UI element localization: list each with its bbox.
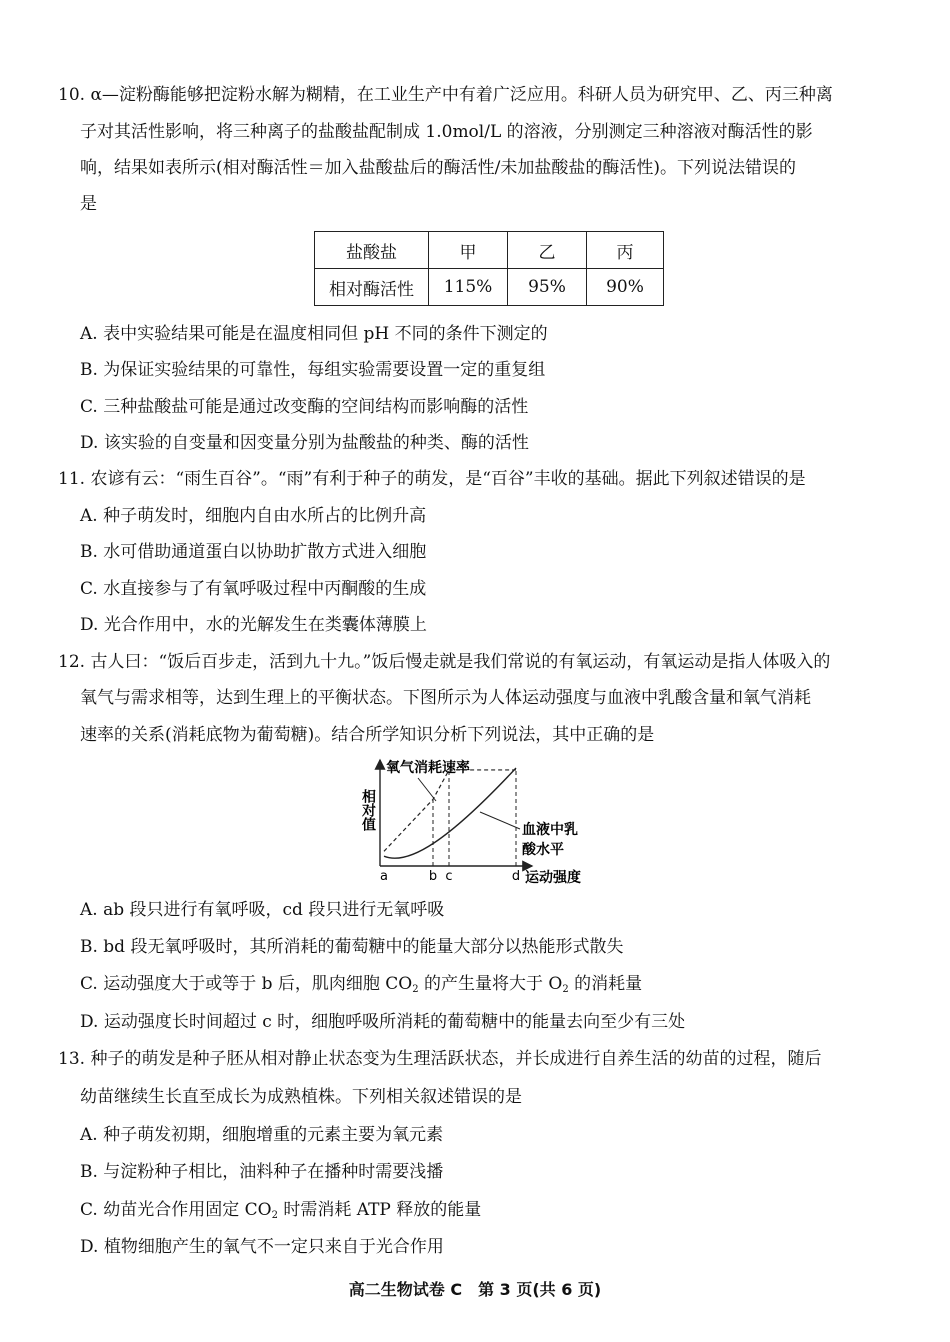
- x-tick-label-d: d: [511, 869, 521, 884]
- q11-option-d: D. 光合作用中，水的光解发生在类囊体薄膜上: [80, 615, 427, 635]
- q13-option-c: C. 幼苗光合作用固定 $CO_2$ 时需消耗 ATP 释放的能量: [80, 1200, 482, 1221]
- exercise-chart: [350, 756, 610, 888]
- oxygen-series-label: 氧气消耗速率: [386, 760, 470, 776]
- oxygen-label-pointer: [418, 778, 436, 801]
- q11-option-a: A. 种子萌发时，细胞内自由水所占的比例升高: [80, 506, 427, 526]
- enzyme-activity-table: [314, 231, 664, 306]
- q11-option-c: C. 水直接参与了有氧呼吸过程中丙酮酸的生成: [80, 579, 427, 599]
- table-cell: 相对酶活性: [315, 269, 429, 306]
- q10-option-d: D. 该实验的自变量和因变量分别为盐酸盐的种类、酶的活性: [80, 433, 529, 453]
- table-row: [315, 269, 664, 306]
- table-cell: 甲: [429, 232, 508, 269]
- x-tick-label-a: a: [380, 869, 388, 884]
- lactate-level-curve: [384, 768, 516, 858]
- lactate-series-label-line1: 血液中乳: [522, 822, 578, 838]
- q13-stem-line: 幼苗继续生长直至成长为成熟植株。下列相关叙述错误的是: [80, 1087, 522, 1107]
- q12-stem-line: 12. 古人曰：“饭后百步走，活到九十九。”饭后慢走就是我们常说的有氧运动，有氧运动是指人体吸入的: [58, 652, 831, 672]
- table-cell: 盐酸盐: [315, 232, 429, 269]
- q12-option-b: B. bd 段无氧呼吸时，其所消耗的葡萄糖中的能量大部分以热能形式散失: [80, 937, 624, 957]
- table-cell: 90%: [587, 269, 664, 306]
- q12-stem-line: 氧气与需求相等，达到生理上的平衡状态。下图所示为人体运动强度与血液中乳酸含量和氧气消耗: [80, 688, 811, 708]
- x-axis-label: 运动强度: [525, 870, 581, 886]
- lactate-series-label-line2: 酸水平: [522, 842, 564, 858]
- table-cell: 丙: [587, 232, 664, 269]
- table-cell: 115%: [429, 269, 508, 306]
- q13-option-d: D. 植物细胞产生的氧气不一定只来自于光合作用: [80, 1237, 444, 1257]
- q13-option-b: B. 与淀粉种子相比，油料种子在播种时需要浅播: [80, 1162, 444, 1182]
- table-cell: 95%: [508, 269, 587, 306]
- oxygen-consumption-line: [384, 770, 516, 851]
- q10-stem-line: 响，结果如表所示(相对酶活性＝加入盐酸盐后的酶活性/未加盐酸盐的酶活性)。下列说法错误的: [80, 158, 796, 178]
- q12-option-c: C. 运动强度大于或等于 b 后，肌肉细胞 $CO_2$ 的产生量将大于 $O_2$ 的消耗量: [80, 974, 643, 995]
- q10-option-b: B. 为保证实验结果的可靠性，每组实验需要设置一定的重复组: [80, 360, 546, 380]
- x-tick-label-b: b: [428, 869, 438, 884]
- q10-option-a: A. 表中实验结果可能是在温度相同但 pH 不同的条件下测定的: [80, 324, 548, 344]
- q12-stem-line: 速率的关系(消耗底物为葡萄糖)。结合所学知识分析下列说法，其中正确的是: [80, 725, 655, 745]
- table-header-row: [315, 232, 664, 269]
- page-footer: 高二生物试卷 C 第 3 页(共 6 页): [348, 1280, 602, 1299]
- q10-stem-line: 是: [80, 194, 97, 214]
- q13-option-a: A. 种子萌发初期，细胞增重的元素主要为氧元素: [80, 1125, 444, 1145]
- lactate-label-pointer: [480, 812, 520, 829]
- q10-stem-line: 10. α—淀粉酶能够把淀粉水解为糊精，在工业生产中有着广泛应用。科研人员为研究甲、乙、丙三种离: [58, 85, 833, 105]
- y-axis-label: 相对值: [360, 789, 376, 831]
- q13-stem-line: 13. 种子的萌发是种子胚从相对静止状态变为生理活跃状态，并长成进行自养生活的幼苗的过程，随后: [58, 1049, 822, 1069]
- x-tick-label-c: c: [445, 869, 453, 884]
- q11-stem-line: 11. 农谚有云：“雨生百谷”。“雨”有利于种子的萌发，是“百谷”丰收的基础。据此下列叙述错误的是: [58, 469, 806, 489]
- table-cell: 乙: [508, 232, 587, 269]
- q10-stem-line: 子对其活性影响，将三种离子的盐酸盐配制成 1.0mol/L 的溶液，分别测定三种溶液对酶活性的影: [80, 122, 813, 142]
- q12-option-a: A. ab 段只进行有氧呼吸，cd 段只进行无氧呼吸: [80, 900, 445, 920]
- q10-option-c: C. 三种盐酸盐可能是通过改变酶的空间结构而影响酶的活性: [80, 397, 529, 417]
- q12-option-d: D. 运动强度长时间超过 c 时，细胞呼吸所消耗的葡萄糖中的能量去向至少有三处: [80, 1012, 686, 1032]
- q11-option-b: B. 水可借助通道蛋白以协助扩散方式进入细胞: [80, 542, 427, 562]
